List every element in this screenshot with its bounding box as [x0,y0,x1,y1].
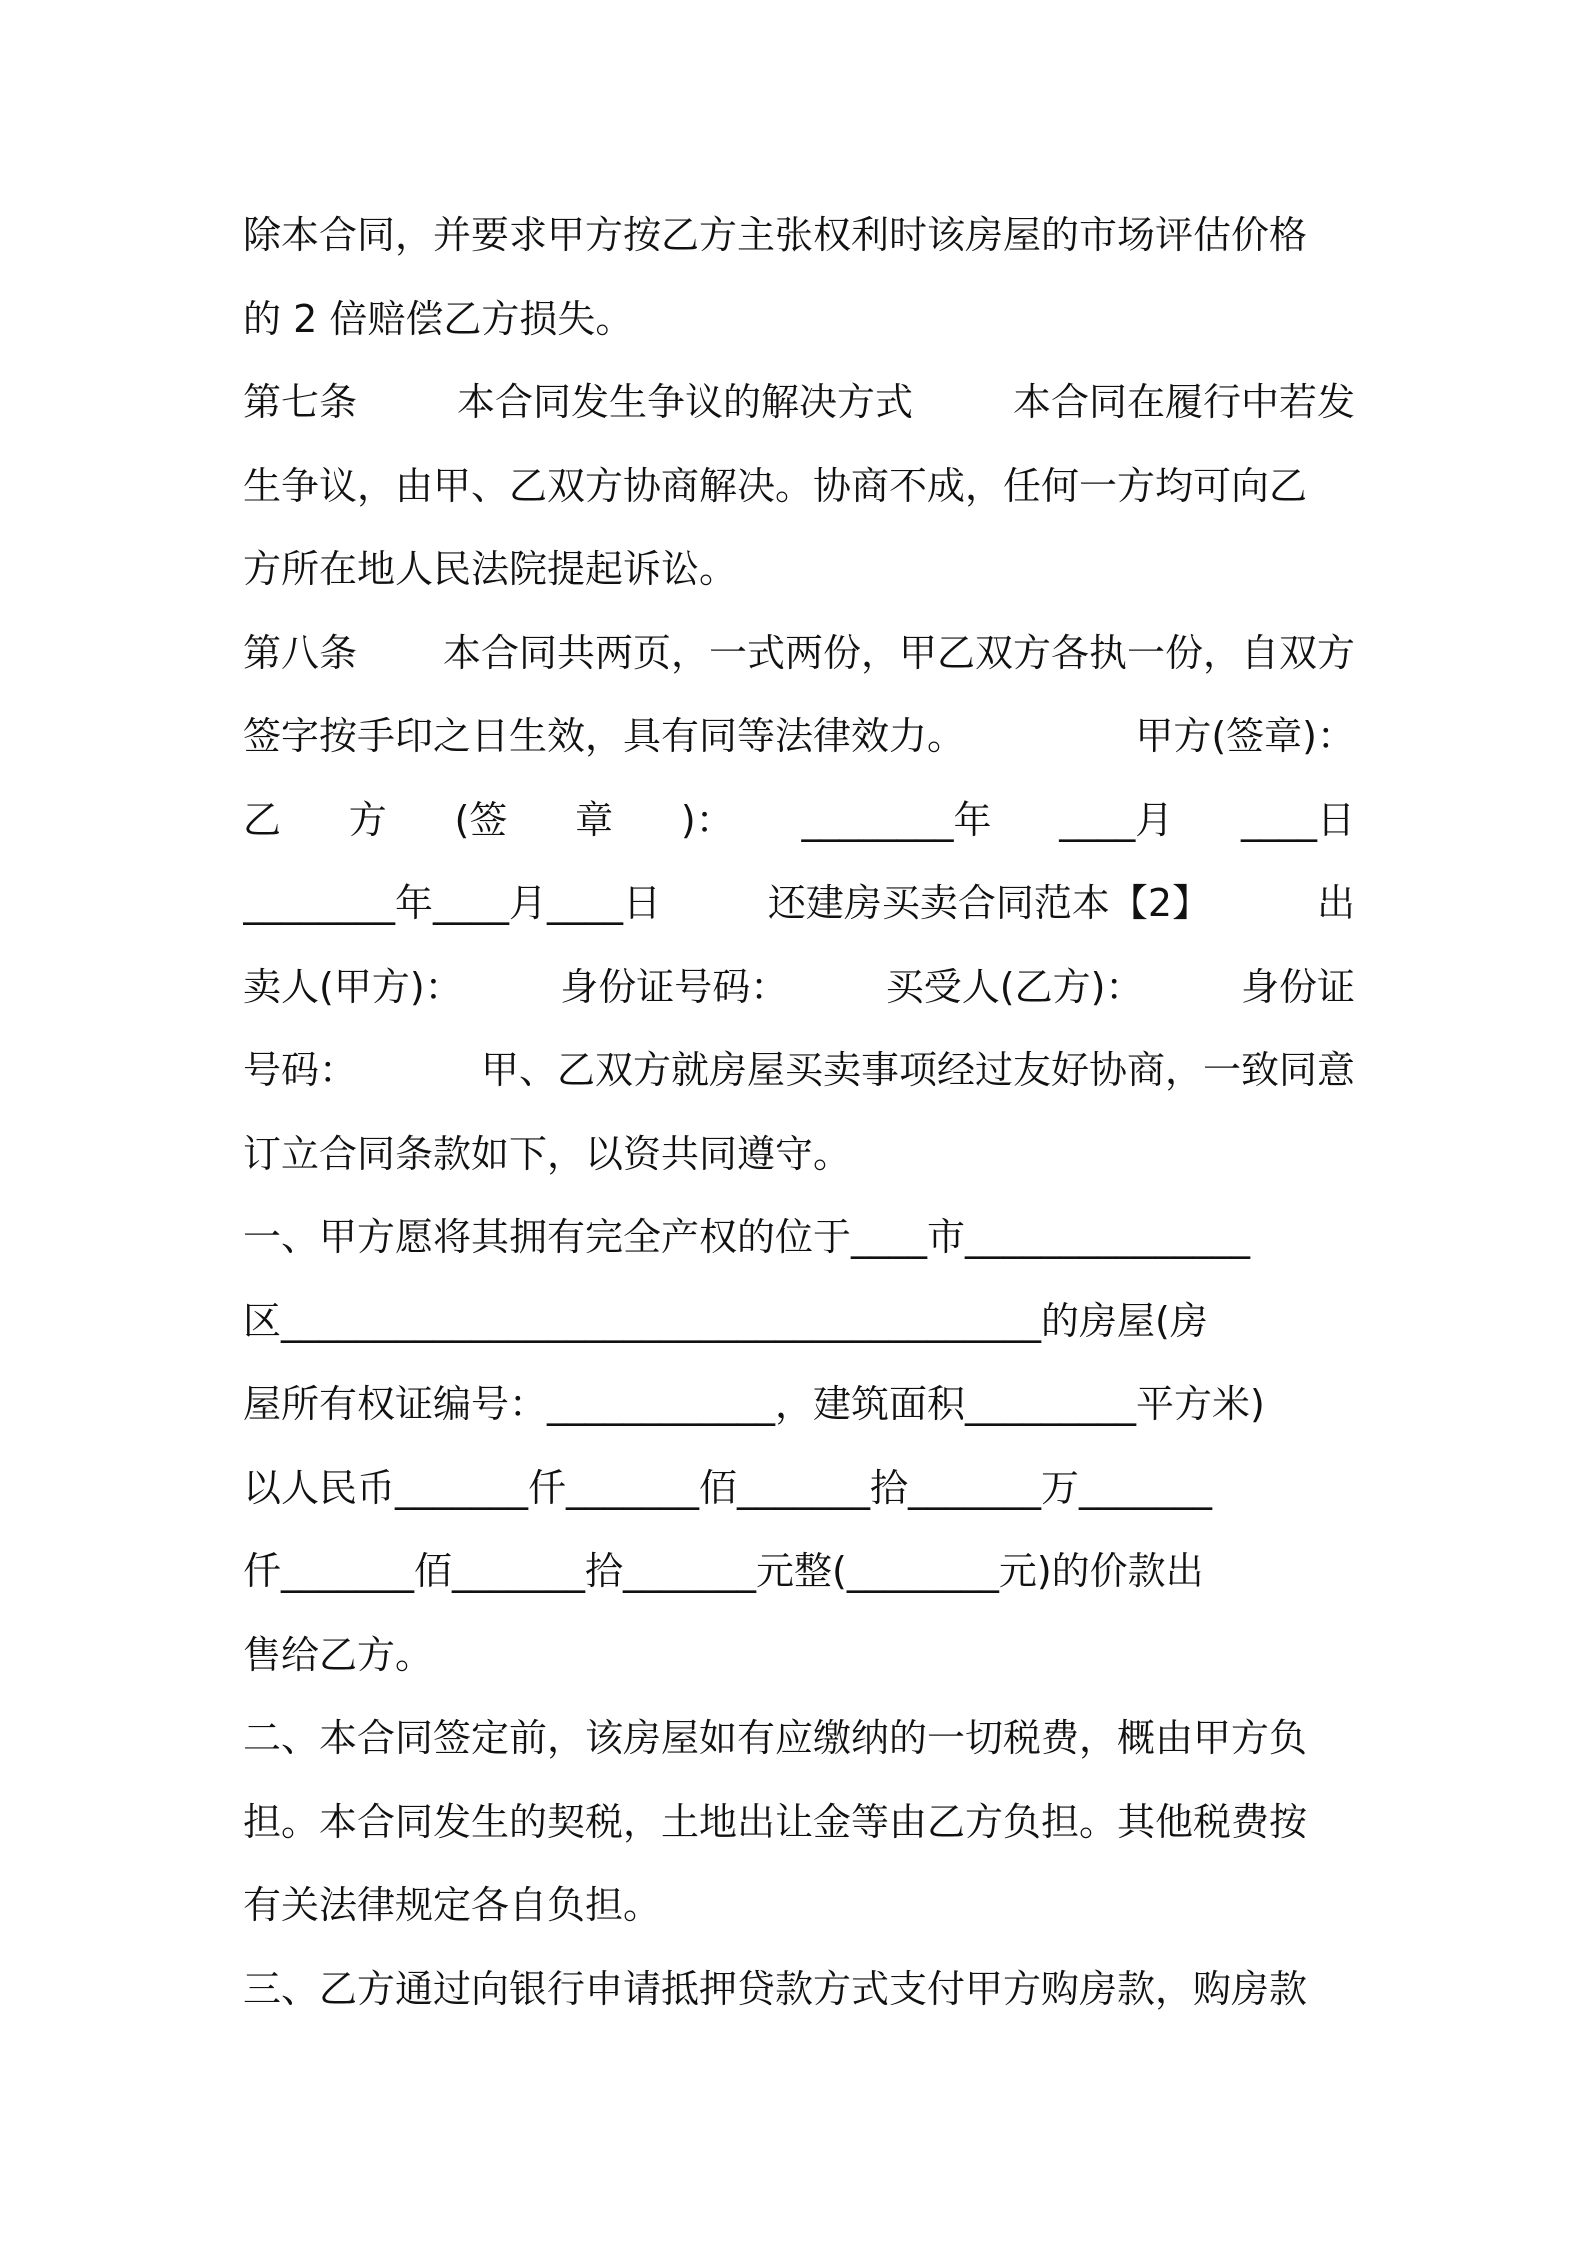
text-segment: 本合同发生争议的解决方式 [456,380,913,425]
text-segment: 三、乙方通过向银行申请抵押贷款方式支付甲方购房款，购房款 [243,1966,1308,2011]
text-segment: )： [680,797,734,842]
document-body [243,190,1355,2027]
text-segment: 卖人(甲方)： [243,964,463,1009]
text-segment: ________年____月____日 [243,881,662,926]
text-segment: (签 [454,797,508,842]
text-segment: ____月 [1059,797,1174,842]
text-segment: 区________________________________________的房屋(房 [243,1298,1208,1343]
text-line [243,1276,1355,1360]
text-line [243,524,1355,608]
text-line [243,775,1355,859]
text-line [243,441,1355,525]
text-segment: 第七条 [243,380,358,425]
text-line [243,190,1355,274]
text-segment: 乙 [243,797,282,842]
text-line [243,858,1355,942]
text-segment: 号码： [243,1048,358,1093]
text-line [243,357,1355,441]
text-segment: 买受人(乙方)： [885,964,1144,1009]
text-line [243,1777,1355,1861]
text-line [243,1109,1355,1193]
text-segment: 身份证 [1240,964,1355,1009]
text-segment: 有关法律规定各自负担。 [243,1883,662,1928]
text-segment: 签字按手印之日生效，具有同等法律效力。 [243,714,966,759]
text-segment: 以人民币_______仟_______佰_______拾_______万_______ [243,1465,1213,1510]
text-segment: 还建房买卖合同范本【2】 [767,881,1211,926]
text-segment: 除本合同，并要求甲方按乙方主张权利时该房屋的市场评估价格 [243,213,1308,258]
text-line [243,691,1355,775]
text-line [243,942,1355,1026]
text-segment: 本合同在履行中若发 [1012,380,1355,425]
text-segment: 方 [348,797,387,842]
text-segment: 本合同共两页，一式两份，甲乙双方各执一份，自双方 [442,630,1355,675]
text-segment: 订立合同条款如下，以资共同遵守。 [243,1131,852,1176]
text-segment: 身份证号码： [560,964,789,1009]
text-line [243,1443,1355,1527]
text-segment: 屋所有权证编号：____________，建筑面积_________平方米) [243,1382,1265,1427]
text-segment: ________年 [801,797,992,842]
text-line [243,1693,1355,1777]
text-line [243,1192,1355,1276]
text-segment: 甲方(签章)： [1135,714,1355,759]
text-segment: 售给乙方。 [243,1632,434,1677]
text-segment: 一、甲方愿将其拥有完全产权的位于____市_______________ [243,1215,1251,1260]
text-line [243,1025,1355,1109]
text-segment: 第八条 [243,630,358,675]
text-segment: 二、本合同签定前，该房屋如有应缴纳的一切税费，概由甲方负 [243,1716,1308,1761]
text-line [243,608,1355,692]
text-line [243,1944,1355,2028]
text-segment: 生争议，由甲、乙双方协商解决。协商不成，任何一方均可向乙 [243,463,1308,508]
text-segment: ____日 [1240,797,1355,842]
text-segment: 的 2 倍赔偿乙方损失。 [243,296,634,341]
text-segment: 方所在地人民法院提起诉讼。 [243,547,738,592]
text-segment: 仟_______佰_______拾_______元整(________元)的价款出 [243,1549,1204,1594]
text-line [243,274,1355,358]
text-segment: 章 [575,797,614,842]
text-line [243,1359,1355,1443]
text-segment: 担。本合同发生的契税，土地出让金等由乙方负担。其他税费按 [243,1799,1308,1844]
text-line [243,1526,1355,1610]
text-line [243,1610,1355,1694]
text-line [243,1860,1355,1944]
text-segment: 甲、乙双方就房屋买卖事项经过友好协商，一致同意 [480,1048,1355,1093]
text-segment: 出 [1316,881,1355,926]
